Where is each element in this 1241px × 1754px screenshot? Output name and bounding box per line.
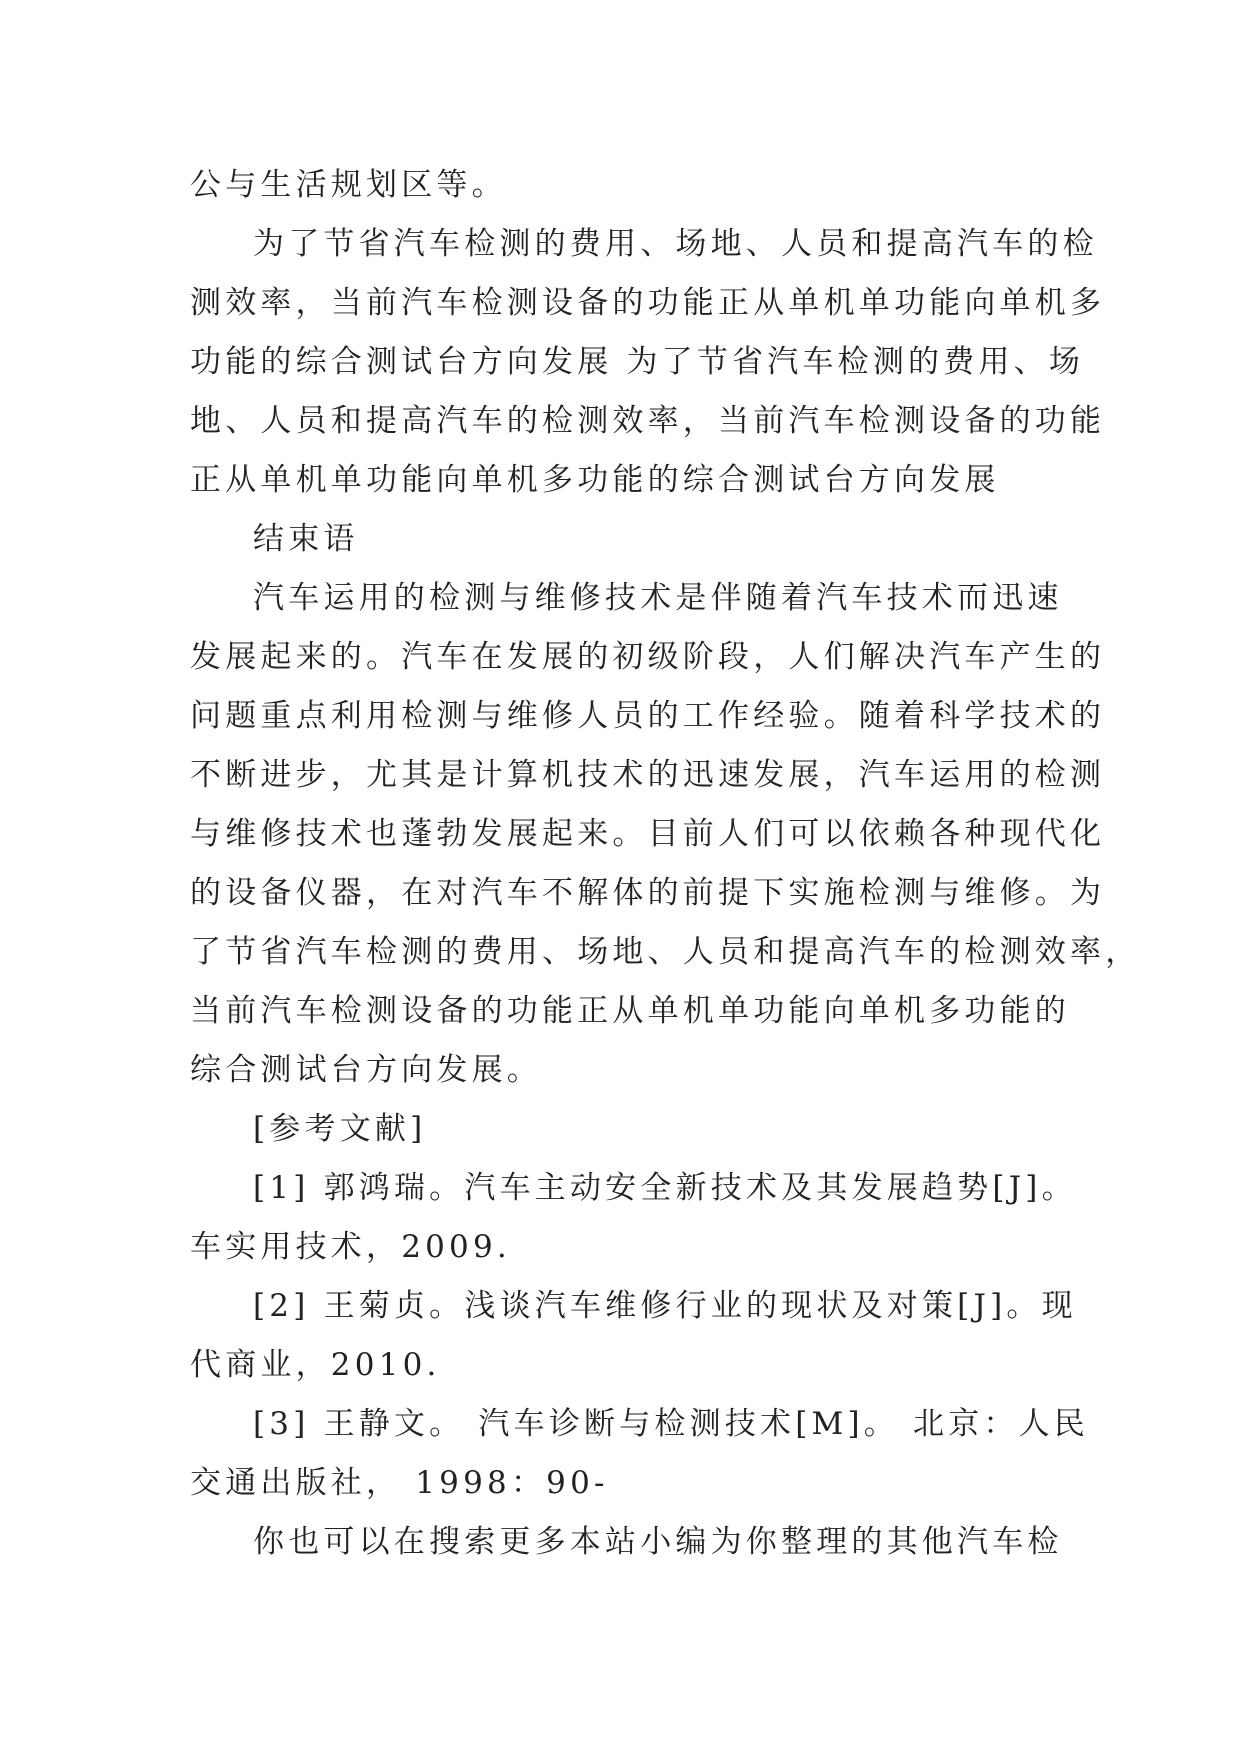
- text-line: 地、人员和提高汽车的检测效率，当前汽车检测设备的功能: [190, 403, 1106, 439]
- section-heading: 结束语: [253, 521, 359, 557]
- text-line: 功能的综合测试台方向发展 为了节省汽车检测的费用、场: [190, 344, 1085, 380]
- text-line: 发展起来的。汽车在发展的初级阶段，人们解决汽车产生的: [190, 639, 1106, 675]
- text-line: 了节省汽车检测的费用、场地、人员和提高汽车的检测效率，: [190, 934, 1141, 970]
- text-line: 正从单机单功能向单机多功能的综合测试台方向发展: [190, 462, 1000, 498]
- references-heading: [参考文献]: [253, 1111, 427, 1147]
- reference-line: [1] 郭鸿瑞。汽车主动安全新技术及其发展趋势[J]。: [253, 1170, 1077, 1206]
- reference-line: [2] 王菊贞。浅谈汽车维修行业的现状及对策[J]。现: [253, 1288, 1077, 1324]
- text-line: 综合测试台方向发展。: [190, 1052, 542, 1088]
- reference-line: 车实用技术，2009.: [190, 1229, 511, 1265]
- text-line: 与维修技术也蓬勃发展起来。目前人们可以依赖各种现代化: [190, 816, 1106, 852]
- reference-line: 交通出版社， 1998：90-: [190, 1465, 609, 1501]
- text-line: 测效率，当前汽车检测设备的功能正从单机单功能向单机多: [190, 285, 1106, 321]
- text-line: 你也可以在搜索更多本站小编为你整理的其他汽车检: [253, 1524, 1063, 1560]
- text-line: 公与生活规划区等。: [190, 167, 507, 203]
- text-line: 当前汽车检测设备的功能正从单机单功能向单机多功能的: [190, 993, 1070, 1029]
- document-body: [190, 156, 1141, 1572]
- reference-line: [3] 王静文。 汽车诊断与检测技术[M]。 北京：人民: [253, 1406, 1090, 1442]
- text-line: 汽车运用的检测与维修技术是伴随着汽车技术而迅速: [253, 580, 1063, 616]
- reference-line: 代商业，2010.: [190, 1347, 441, 1383]
- text-line: 的设备仪器，在对汽车不解体的前提下实施检测与维修。为: [190, 875, 1106, 911]
- text-line: 问题重点利用检测与维修人员的工作经验。随着科学技术的: [190, 698, 1106, 734]
- text-line: 不断进步，尤其是计算机技术的迅速发展，汽车运用的检测: [190, 757, 1106, 793]
- text-line: 为了节省汽车检测的费用、场地、人员和提高汽车的检: [253, 226, 1098, 262]
